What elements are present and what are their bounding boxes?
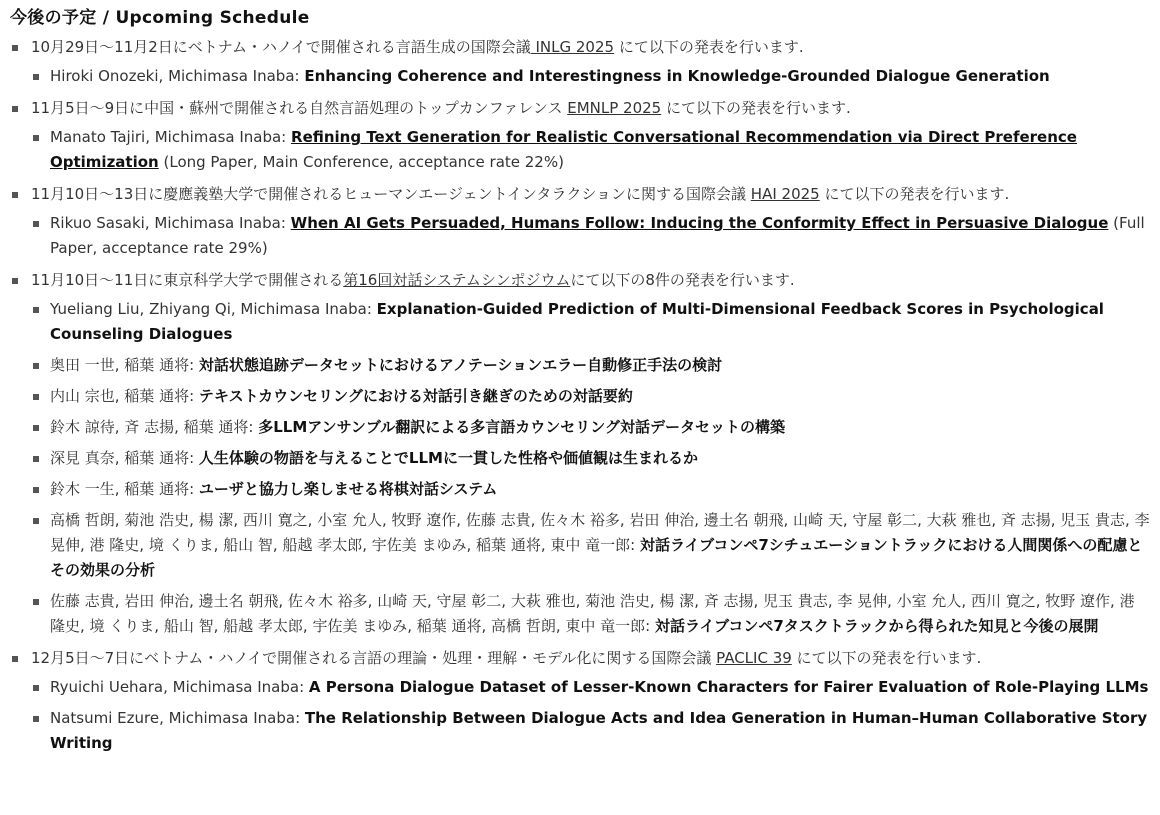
talk-list — [31, 297, 1150, 639]
talk-item — [31, 508, 1150, 583]
talk-title: A Persona Dialogue Dataset of Lesser-Known Characters for Fairer Evaluation of Role-Playing LLMs — [308, 678, 1149, 696]
talk-authors: 佐藤 志貴, 岩田 伸治, 邊土名 朝飛, 佐々木 裕多, 山崎 天, 守屋 彰二, 大萩 雅也, 菊池 浩史, 楊 潔, 斉 志揚, 児玉 貴志, 李 晃伸, 小室 允人, 西川 寛之, 牧野 遼作, 港 隆史, 境 くりま, 船山 智, 船越 孝太郎, 宇佐美 まゆみ, 稲葉 通将, 高橋 哲朗, 東中 竜一郎: — [50, 592, 1135, 635]
talk-authors: 内山 宗也, 稲葉 通将: — [50, 387, 199, 405]
talk-title: 人生体験の物語を与えることでLLMに一貫した性格や価値観は生まれるか — [198, 449, 698, 467]
talk-authors: 奥田 一世, 稲葉 通将: — [50, 356, 199, 374]
talk-title-link[interactable]: When AI Gets Persuaded, Humans Follow: Inducing the Conformity Effect in Persuasive Dialogue — [290, 214, 1109, 232]
conference-link[interactable]: 第16回対話システムシンポジウム — [343, 271, 571, 289]
talk-authors: 鈴木 諒待, 斉 志揚, 稲葉 通将: — [50, 418, 259, 436]
event-item — [10, 268, 1150, 639]
talk-title: ユーザと協力し楽しませる将棋対話システム — [198, 480, 498, 498]
event-description — [31, 96, 1150, 121]
talk-item — [31, 415, 1150, 440]
talk-item — [31, 64, 1150, 89]
conference-link[interactable]: EMNLP 2025 — [567, 99, 662, 117]
event-item — [10, 182, 1150, 261]
talk-title-link[interactable]: Refining Text Generation for Realistic Conversational Recommendation via Direct Preference Optimization — [50, 128, 1077, 171]
talk-item — [31, 675, 1150, 700]
talk-item — [31, 125, 1150, 175]
talk-title: 対話状態追跡データセットにおけるアノテーションエラー自動修正手法の検討 — [198, 356, 723, 374]
event-list — [10, 35, 1150, 756]
event-item — [10, 96, 1150, 175]
event-text: 10月29日〜11月2日にベトナム・ハノイで開催される言語生成の国際会議 — [31, 38, 531, 56]
talk-authors: Ryuichi Uehara, Michimasa Inaba: — [50, 678, 309, 696]
section-heading: 今後の予定 / Upcoming Schedule — [10, 8, 310, 28]
talk-authors: Yueliang Liu, Zhiyang Qi, Michimasa Inaba: — [50, 300, 377, 318]
event-text-suffix: にて以下の8件の発表を行います. — [570, 271, 795, 289]
talk-item — [31, 297, 1150, 347]
talk-authors: Hiroki Onozeki, Michimasa Inaba: — [50, 67, 305, 85]
talk-authors: Rikuo Sasaki, Michimasa Inaba: — [50, 214, 291, 232]
event-item — [10, 35, 1150, 89]
talk-authors: Natsumi Ezure, Michimasa Inaba: — [50, 709, 305, 727]
event-text-suffix: にて以下の発表を行います. — [614, 38, 804, 56]
talk-item — [31, 211, 1150, 261]
talk-title: 対話ライブコンペ7タスクトラックから得られた知見と今後の展開 — [654, 617, 1099, 635]
talk-title: テキストカウンセリングにおける対話引き継ぎのための対話要約 — [198, 387, 633, 405]
talk-item — [31, 384, 1150, 409]
talk-note: (Full Paper, acceptance rate 29%) — [50, 214, 1145, 257]
conference-link[interactable]: INLG 2025 — [530, 38, 615, 56]
talk-item — [31, 477, 1150, 502]
talk-list — [31, 675, 1150, 756]
event-description — [31, 646, 1150, 671]
event-text-suffix: にて以下の発表を行います. — [791, 649, 982, 667]
talk-title: Explanation-Guided Prediction of Multi-Dimensional Feedback Scores in Psychological Counseling Dialogues — [50, 300, 1104, 343]
talk-title: Enhancing Coherence and Interestingness in Knowledge-Grounded Dialogue Generation — [304, 67, 1050, 85]
event-description — [31, 268, 1150, 293]
talk-item — [31, 589, 1150, 639]
conference-link[interactable]: HAI 2025 — [750, 185, 820, 203]
event-text-suffix: にて以下の発表を行います. — [819, 185, 1010, 203]
event-text: 11月10日〜11日に東京科学大学で開催される — [31, 271, 344, 289]
talk-item — [31, 353, 1150, 378]
talk-item — [31, 706, 1150, 756]
talk-list — [31, 64, 1150, 89]
talk-list — [31, 125, 1150, 175]
event-text-suffix: にて以下の発表を行います. — [661, 99, 851, 117]
event-description — [31, 35, 1150, 60]
talk-list — [31, 211, 1150, 261]
event-item — [10, 646, 1150, 756]
talk-title: 対話ライブコンペ7シチュエーショントラックにおける人間関係への配慮とその効果の分析 — [50, 536, 1143, 579]
talk-title: 多LLMアンサンブル翻訳による多言語カウンセリング対話データセットの構築 — [258, 418, 785, 436]
talk-title: The Relationship Between Dialogue Acts and Idea Generation in Human–Human Collaborative Story Writing — [50, 709, 1148, 752]
event-text: 11月5日〜9日に中国・蘇州で開催される自然言語処理のトップカンファレンス — [31, 99, 568, 117]
talk-note: (Long Paper, Main Conference, acceptance rate 22%) — [158, 153, 564, 171]
talk-authors: 鈴木 一生, 稲葉 通将: — [50, 480, 199, 498]
event-text: 11月10日〜13日に慶應義塾大学で開催されるヒューマンエージェントインタラクションに関する国際会議 — [31, 185, 751, 203]
conference-link[interactable]: PACLIC 39 — [716, 649, 792, 667]
talk-item — [31, 446, 1150, 471]
talk-authors: Manato Tajiri, Michimasa Inaba: — [50, 128, 292, 146]
talk-authors: 深見 真奈, 稲葉 通将: — [50, 449, 199, 467]
event-text: 12月5日〜7日にベトナム・ハノイで開催される言語の理論・処理・理解・モデル化に関する国際会議 — [31, 649, 717, 667]
event-description — [31, 182, 1150, 207]
talk-authors: 高橋 哲朗, 菊池 浩史, 楊 潔, 西川 寛之, 小室 允人, 牧野 遼作, 佐藤 志貴, 佐々木 裕多, 岩田 伸治, 邊土名 朝飛, 山崎 天, 守屋 彰二, 大萩 雅也, 斉 志揚, 児玉 貴志, 李 晃伸, 港 隆史, 境 くりま, 船山 智, 船越 孝太郎, 宇佐美 まゆみ, 稲葉 通将, 東中 竜一郎: — [50, 511, 1150, 554]
